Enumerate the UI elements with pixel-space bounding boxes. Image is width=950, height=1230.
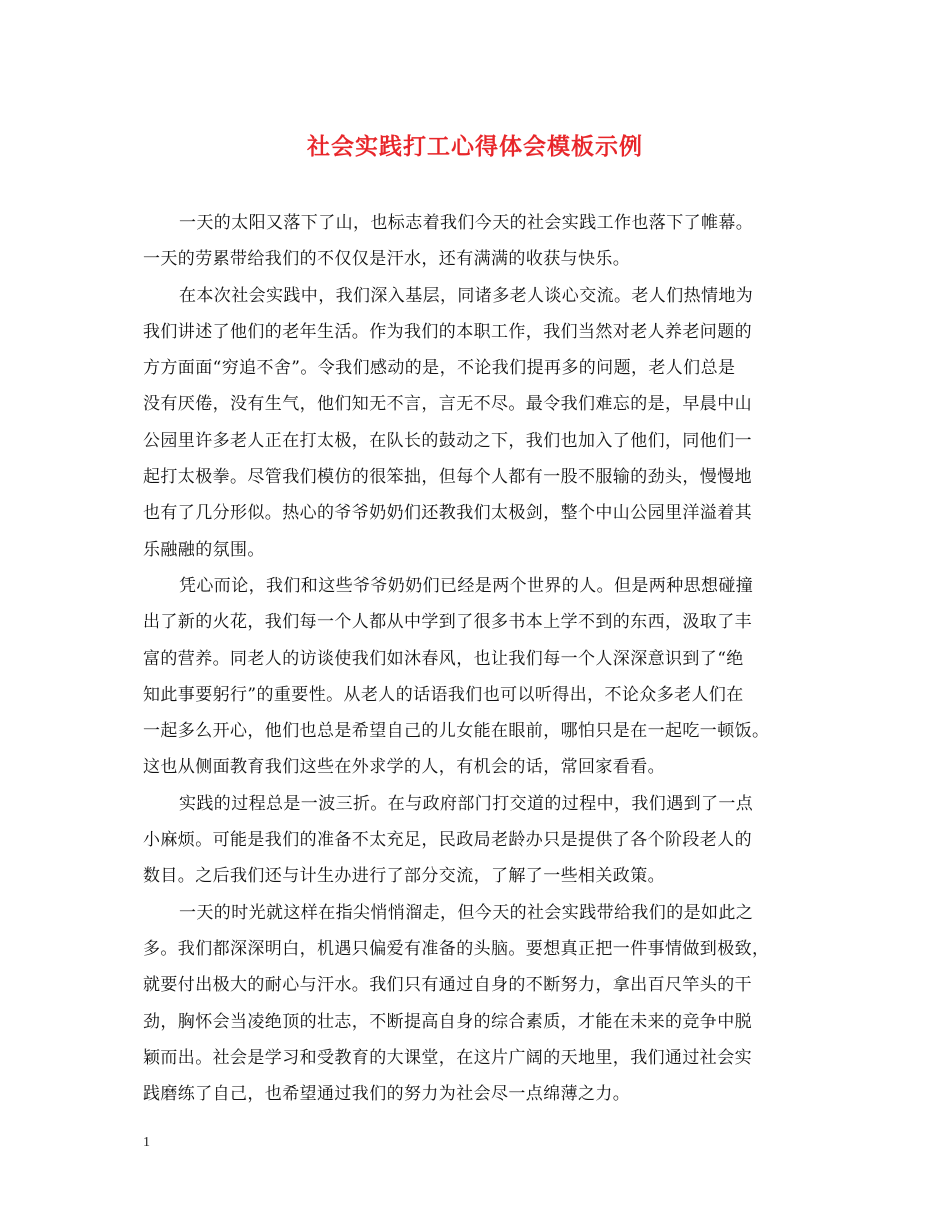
text-line: 出了新的火花，我们每一个人都从中学到了很多书本上学不到的东西，汲取了丰 bbox=[143, 612, 752, 633]
text-line: 就要付出极大的耐心与汗水。我们只有通过自身的不断努力，拿出百尺竿头的干 bbox=[143, 975, 752, 996]
text-line: 践磨练了自己，也希望通过我们的努力为社会尽一点绵薄之力。 bbox=[143, 1084, 631, 1105]
text-line: 一天的劳累带给我们的不仅仅是汗水，还有满满的收获与快乐。 bbox=[143, 249, 631, 270]
text-line: 实践的过程总是一波三折。在与政府部门打交道的过程中，我们遇到了一点 bbox=[179, 793, 754, 814]
text-line: 小麻烦。可能是我们的准备不太充足，民政局老龄办只是提供了各个阶段老人的 bbox=[143, 830, 752, 851]
text-line: 一天的时光就这样在指尖悄悄溜走，但今天的社会实践带给我们的是如此之 bbox=[179, 902, 754, 923]
text-line: 我们讲述了他们的老年生活。作为我们的本职工作，我们当然对老人养老问题的 bbox=[143, 321, 752, 342]
text-line: 富的营养。同老人的访谈使我们如沐春风，也让我们每一个人深深意识到了“绝 bbox=[143, 648, 744, 669]
document-body bbox=[143, 205, 817, 1112]
text-line: 方方面面“穷追不舍”。令我们感动的是，不论我们提再多的问题，老人们总是 bbox=[143, 358, 736, 379]
text-line: 在本次社会实践中，我们深入基层，同诸多老人谈心交流。老人们热情地为 bbox=[179, 285, 754, 306]
document-title: 社会实践打工心得体会模板示例 bbox=[307, 134, 643, 160]
text-line: 公园里许多老人正在打太极，在队长的鼓动之下，我们也加入了他们，同他们一 bbox=[143, 430, 752, 451]
text-line: 这也从侧面教育我们这些在外求学的人，有机会的话，常回家看看。 bbox=[143, 757, 665, 778]
text-line: 颖而出。社会是学习和受教育的大课堂，在这片广阔的天地里，我们通过社会实 bbox=[143, 1047, 752, 1068]
text-line: 凭心而论，我们和这些爷爷奶奶们已经是两个世界的人。但是两种思想碰撞 bbox=[179, 575, 754, 596]
text-line: 数目。之后我们还与计生办进行了部分交流，了解了一些相关政策。 bbox=[143, 866, 665, 887]
text-line: 一天的太阳又落下了山，也标志着我们今天的社会实践工作也落下了帷幕。 bbox=[179, 213, 754, 233]
text-line: 多。我们都深深明白，机遇只偏爱有准备的头脑。要想真正把一件事情做到极致， bbox=[143, 938, 770, 959]
text-line: 知此事要躬行”的重要性。从老人的话语我们也可以听得出，不论众多老人们在 bbox=[143, 684, 744, 705]
text-line: 也有了几分形似。热心的爷爷奶奶们还教我们太极剑，整个中山公园里洋溢着其 bbox=[143, 503, 752, 524]
text-line: 劲，胸怀会当凌绝顶的壮志，不断提高自身的综合素质，才能在未来的竞争中脱 bbox=[143, 1011, 752, 1032]
text-line: 没有厌倦，没有生气，他们知无不言，言无不尽。最令我们难忘的是，早晨中山 bbox=[143, 394, 752, 415]
page-number: 1 bbox=[143, 1135, 150, 1150]
text-line: 乐融融的氛围。 bbox=[143, 539, 265, 560]
text-line: 起打太极拳。尽管我们模仿的很笨拙，但每个人都有一股不服输的劲头，慢慢地 bbox=[143, 467, 752, 488]
text-line: 一起多么开心，他们也总是希望自己的儿女能在眼前，哪怕只是在一起吃一顿饭。 bbox=[143, 721, 770, 742]
